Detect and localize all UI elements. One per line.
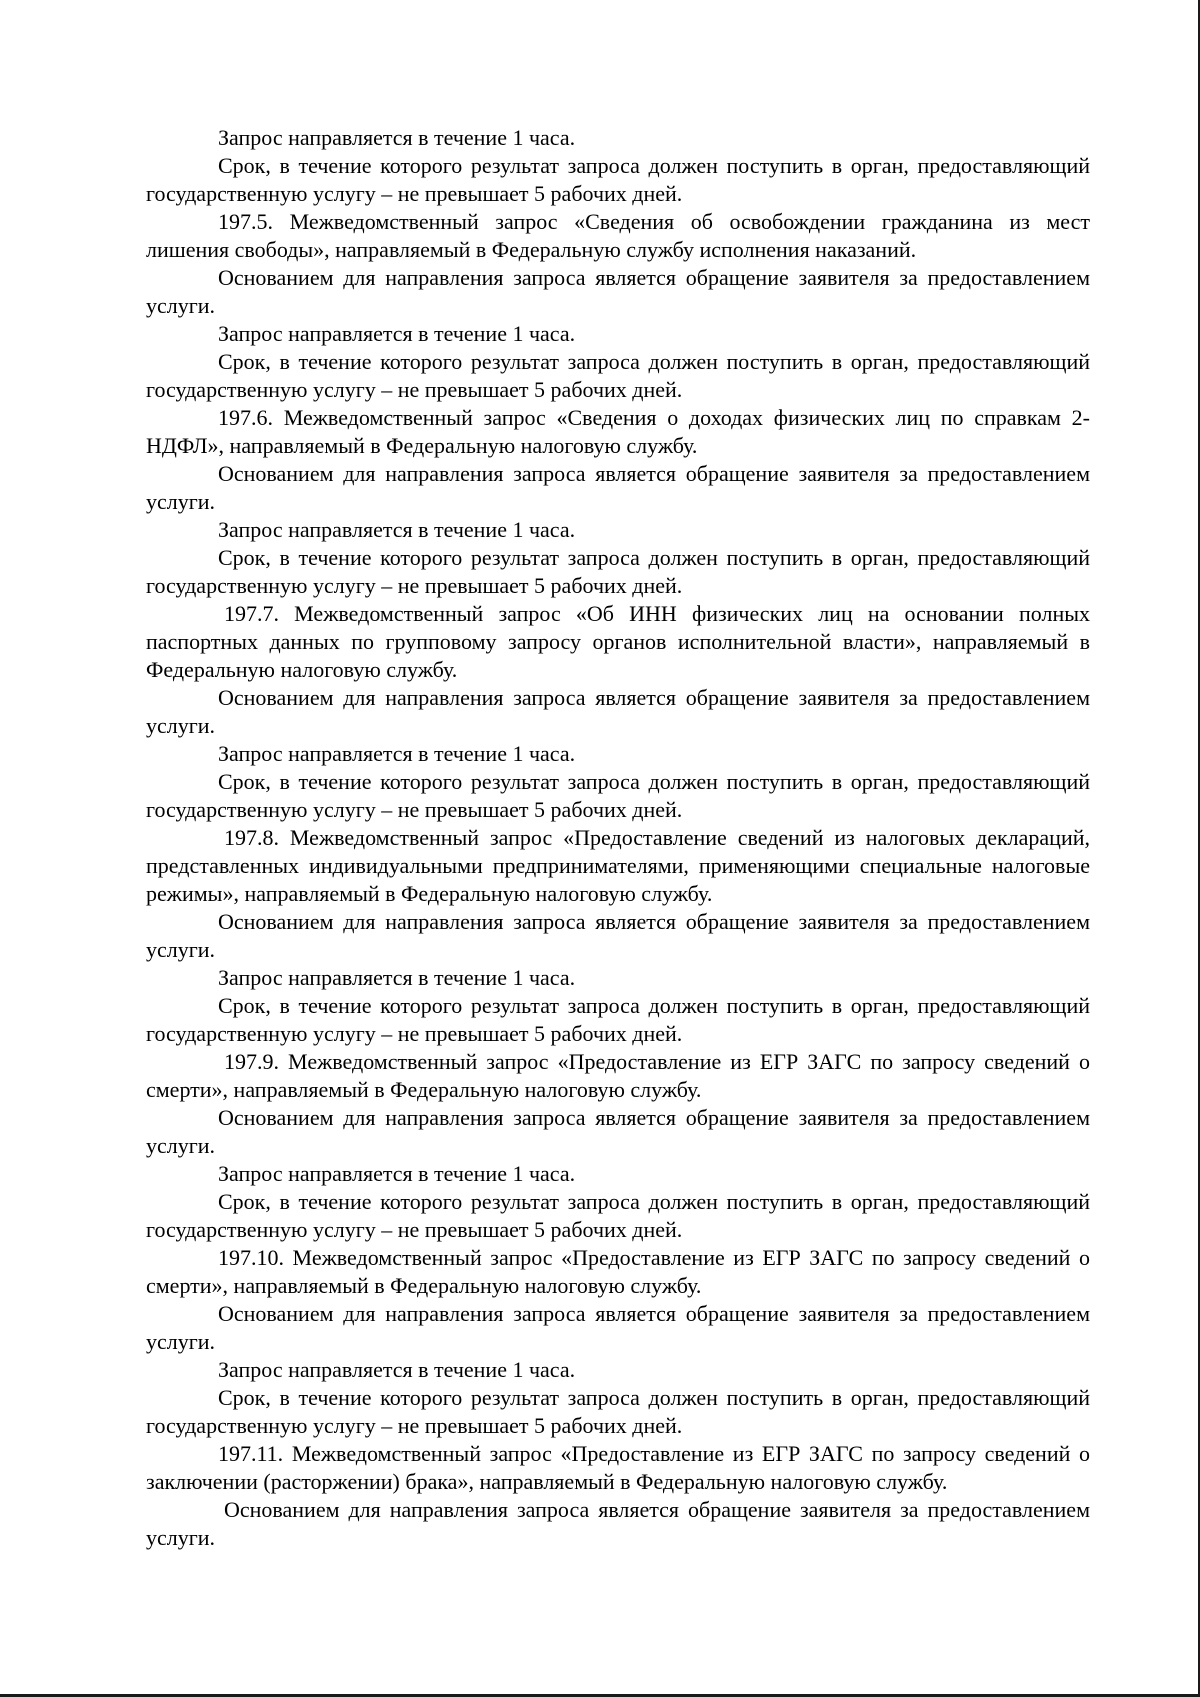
paragraph-basis: Основанием для направления запроса является обращение заявителя за предоставлением услуги. (146, 909, 1090, 962)
paragraph-request-time: Запрос направляется в течение 1 часа. (218, 517, 576, 542)
paragraph-request-time: Запрос направляется в течение 1 часа. (218, 1161, 576, 1186)
paragraph-request-time: Запрос направляется в течение 1 часа. (218, 321, 576, 346)
paragraph-deadline: Срок, в течение которого результат запроса должен поступить в орган, предоставляющий государственную услугу – не превышает 5 рабочих дней. (146, 545, 1090, 598)
paragraph-deadline: Срок, в течение которого результат запроса должен поступить в орган, предоставляющий государственную услугу – не превышает 5 рабочих дней. (146, 1385, 1090, 1438)
paragraph-section-197-5: 197.5. Межведомственный запрос «Сведения об освобождении гражданина из мест лишения свободы», направляемый в Федеральную службу исполнения наказаний. (146, 209, 1090, 262)
paragraph-basis: Основанием для направления запроса является обращение заявителя за предоставлением услуги. (146, 265, 1090, 318)
paragraph-deadline: Срок, в течение которого результат запроса должен поступить в орган, предоставляющий государственную услугу – не превышает 5 рабочих дней. (146, 993, 1090, 1046)
paragraph-request-time: Запрос направляется в течение 1 часа. (218, 741, 576, 766)
paragraph-basis: Основанием для направления запроса является обращение заявителя за предоставлением услуги. (146, 685, 1090, 738)
document-body (146, 124, 1090, 1552)
paragraph-request-time: Запрос направляется в течение 1 часа. (218, 965, 576, 990)
paragraph-deadline: Срок, в течение которого результат запроса должен поступить в орган, предоставляющий государственную услугу – не превышает 5 рабочих дней. (146, 153, 1090, 206)
paragraph-basis: Основанием для направления запроса является обращение заявителя за предоставлением услуги. (146, 1301, 1090, 1354)
paragraph-section-197-10: 197.10. Межведомственный запрос «Предоставление из ЕГР ЗАГС по запросу сведений о смерти», направляемый в Федеральную налоговую службу. (146, 1245, 1090, 1298)
paragraph-section-197-8: 197.8. Межведомственный запрос «Предоставление сведений из налоговых деклараций, представленных индивидуальными предпринимателями, применяющими специальные налоговые режимы», направляемый в Федеральную налоговую службу. (146, 825, 1090, 906)
paragraph-basis: Основанием для направления запроса является обращение заявителя за предоставлением услуги. (146, 461, 1090, 514)
paragraph-basis: Основанием для направления запроса является обращение заявителя за предоставлением услуги. (146, 1105, 1090, 1158)
paragraph-basis: Основанием для направления запроса является обращение заявителя за предоставлением услуги. (146, 1497, 1090, 1550)
paragraph-section-197-9: 197.9. Межведомственный запрос «Предоставление из ЕГР ЗАГС по запросу сведений о смерти», направляемый в Федеральную налоговую службу. (146, 1049, 1090, 1102)
paragraph-section-197-7: 197.7. Межведомственный запрос «Об ИНН физических лиц на основании полных паспортных данных по групповому запросу органов исполнительной власти», направляемый в Федеральную налоговую службу. (146, 601, 1090, 682)
paragraph-section-197-11: 197.11. Межведомственный запрос «Предоставление из ЕГР ЗАГС по запросу сведений о заключении (расторжении) брака», направляемый в Федеральную налоговую службу. (146, 1441, 1090, 1494)
paragraph-request-time: Запрос направляется в течение 1 часа. (218, 1357, 576, 1382)
paragraph-deadline: Срок, в течение которого результат запроса должен поступить в орган, предоставляющий государственную услугу – не превышает 5 рабочих дней. (146, 1189, 1090, 1242)
paragraph-deadline: Срок, в течение которого результат запроса должен поступить в орган, предоставляющий государственную услугу – не превышает 5 рабочих дней. (146, 349, 1090, 402)
paragraph-section-197-6: 197.6. Межведомственный запрос «Сведения о доходах физических лиц по справкам 2-НДФЛ», направляемый в Федеральную налоговую службу. (146, 405, 1090, 458)
paragraph-request-time: Запрос направляется в течение 1 часа. (218, 125, 576, 150)
paragraph-deadline: Срок, в течение которого результат запроса должен поступить в орган, предоставляющий государственную услугу – не превышает 5 рабочих дней. (146, 769, 1090, 822)
